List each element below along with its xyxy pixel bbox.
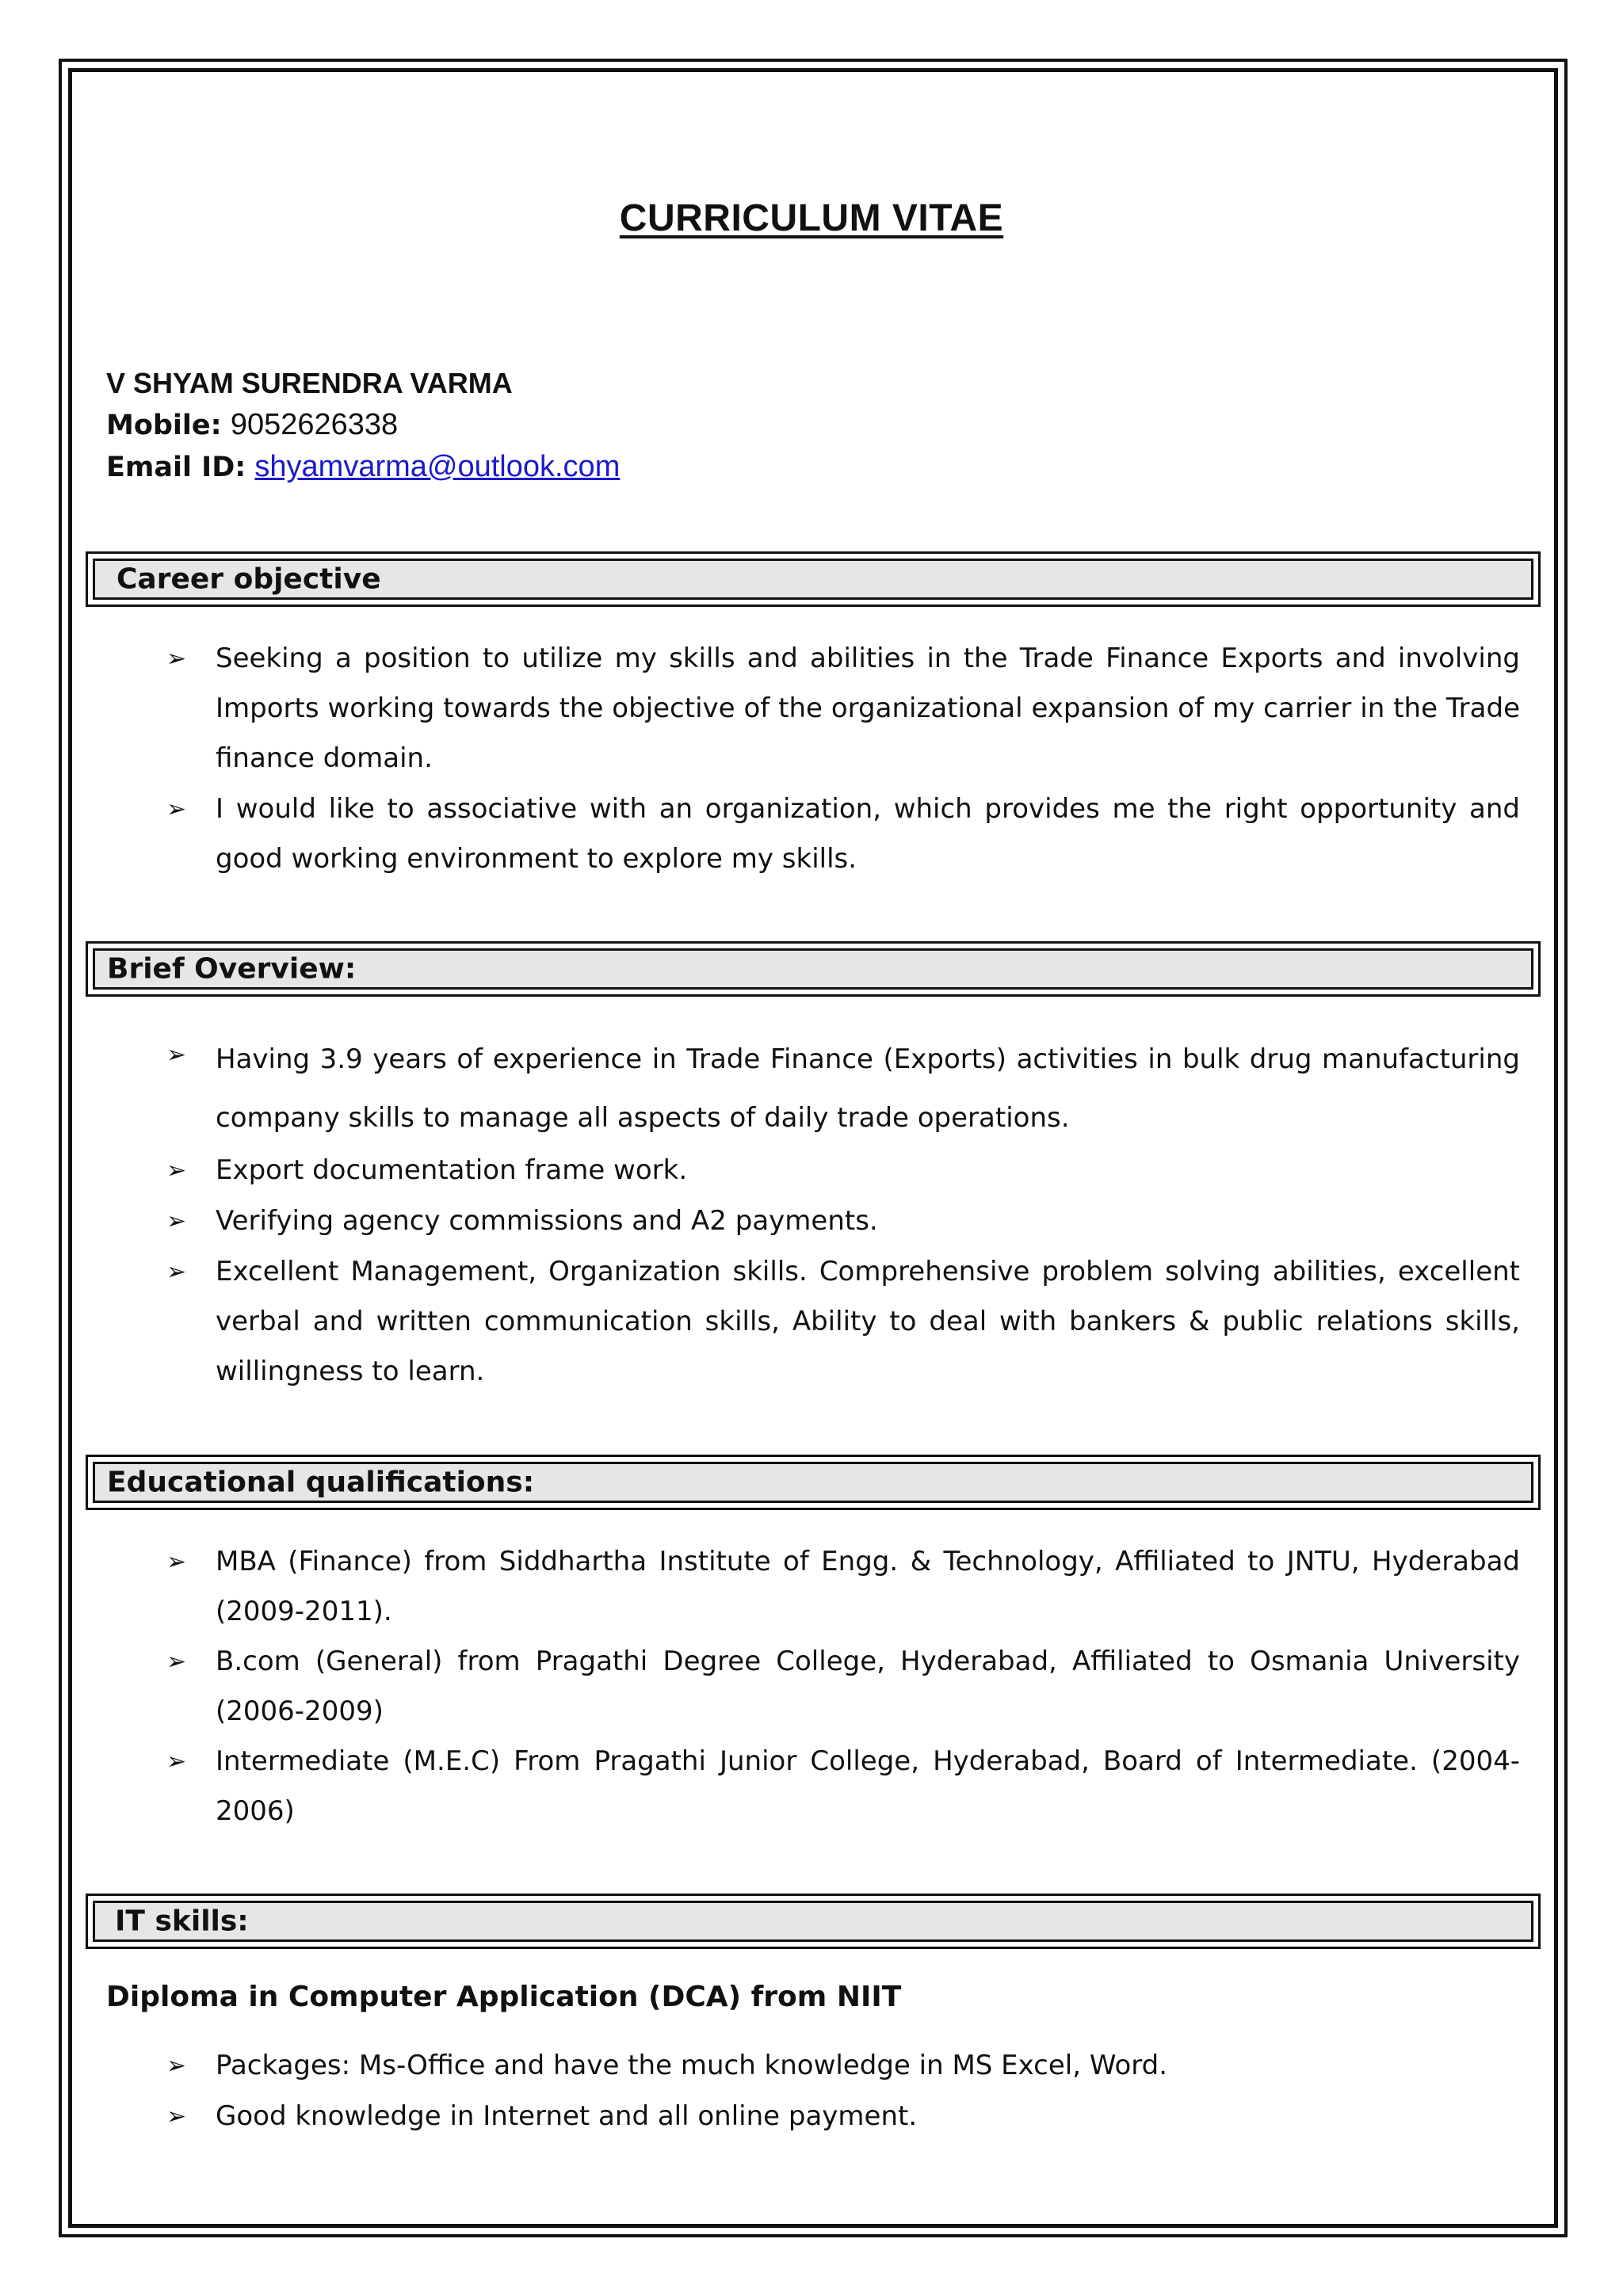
bullet-arrow-icon: ➢ (166, 1648, 187, 1676)
candidate-name: V SHYAM SURENDRA VARMA (106, 367, 513, 399)
section-heading: Career objective (116, 563, 381, 596)
contact-block (106, 363, 620, 488)
email-row (106, 446, 620, 488)
section-heading: IT skills: (115, 1905, 249, 1938)
it-subheading: Diploma in Computer Application (DCA) from NIIT (106, 1981, 902, 2013)
section-heading: Educational qualifications: (107, 1466, 535, 1499)
bullet-arrow-icon: ➢ (166, 1041, 187, 1069)
list-item: Having 3.9 years of experience in Trade Finance (Exports) activities in bulk drug manufacturing company skills to manage all aspects of daily trade operations. (216, 1043, 1520, 1134)
email-label: Email ID: (106, 452, 246, 483)
list-item: Excellent Management, Organization skills. Comprehensive problem solving abilities, excellent verbal and written communication skills, Ability to deal with bankers & public relations skills, willingness to learn. (216, 1256, 1520, 1387)
list-item: Intermediate (M.E.C) From Pragathi Junior College, Hyderabad, Board of Intermediate. (2004-2006) (216, 1745, 1520, 1827)
list-item: Packages: Ms-Office and have the much knowledge in MS Excel, Word. (216, 2050, 1168, 2081)
bullet-arrow-icon: ➢ (166, 645, 187, 673)
list-item: B.com (General) from Pragathi Degree College, Hyderabad, Affiliated to Osmania University (2006-2009) (216, 1646, 1520, 1727)
mobile-label: Mobile: (106, 410, 222, 441)
list-item: Seeking a position to utilize my skills and abilities in the Trade Finance Exports and involving Imports working towards the objective of the organizational expansion of my carrier in the Trade finance domain. (216, 643, 1520, 774)
list-item: Export documentation frame work. (216, 1154, 688, 1186)
list-item: Good knowledge in Internet and all online payment. (216, 2100, 918, 2132)
email-link[interactable]: shyamvarma@outlook.com (254, 450, 621, 483)
document-title: CURRICULUM VITAE (619, 197, 1004, 239)
mobile-number: 9052626338 (230, 408, 399, 441)
list-item: I would like to associative with an organization, which provides me the right opportunity and good working environment to explore my skills. (216, 793, 1520, 875)
section-it-skills (86, 1894, 1541, 1949)
section-brief-overview (86, 941, 1541, 997)
list-item: MBA (Finance) from Siddhartha Institute of Engg. & Technology, Affiliated to JNTU, Hyderabad (2009-2011). (216, 1546, 1520, 1627)
bullet-arrow-icon: ➢ (166, 2052, 187, 2080)
bullet-arrow-icon: ➢ (166, 795, 187, 823)
bullet-arrow-icon: ➢ (166, 1157, 187, 1184)
bullet-arrow-icon: ➢ (166, 1258, 187, 1286)
section-education (86, 1455, 1541, 1510)
bullet-arrow-icon: ➢ (166, 1748, 187, 1775)
bullet-arrow-icon: ➢ (166, 1548, 187, 1576)
list-item: Verifying agency commissions and A2 payments. (216, 1205, 878, 1237)
section-heading: Brief Overview: (107, 952, 357, 986)
mobile-row (106, 404, 620, 446)
bullet-arrow-icon: ➢ (166, 1207, 187, 1235)
section-career-objective (86, 551, 1541, 607)
bullet-arrow-icon: ➢ (166, 2103, 187, 2130)
